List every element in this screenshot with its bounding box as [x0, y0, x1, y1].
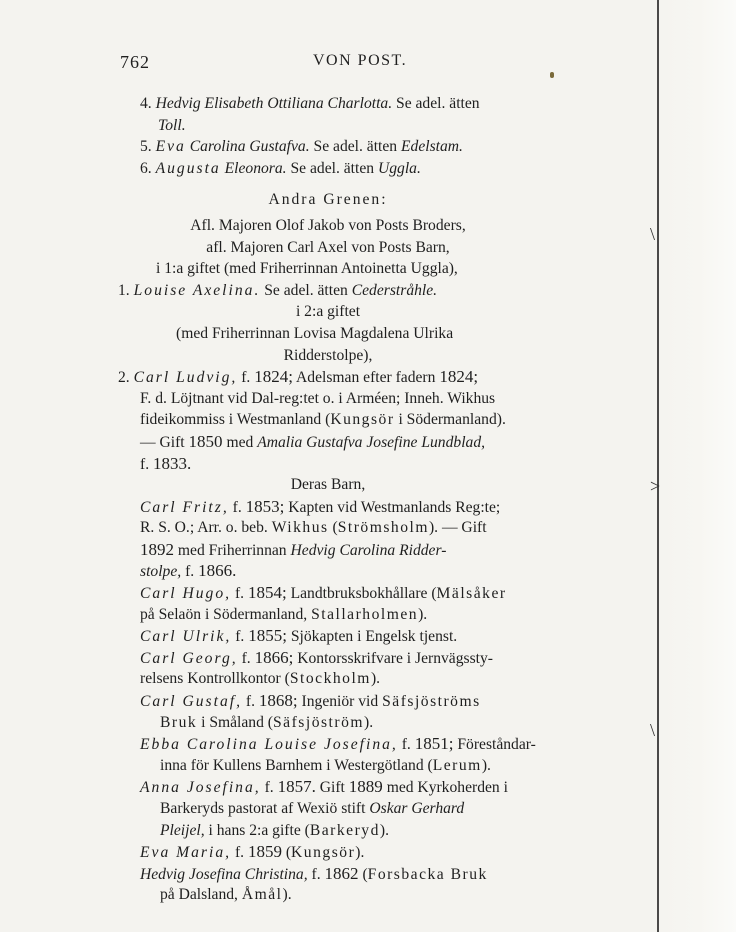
entry-6: 6. Augusta Eleonora. Se adel. ätten Uggla. [140, 159, 421, 177]
edge-mark: \ [650, 720, 656, 740]
entry-1: 1. Louise Axelina. Se adel. ätten Cederstråhle. [118, 281, 438, 299]
child-entry-line: på Dalsland, Åmål). [160, 886, 292, 904]
child-entry: Carl Hugo, f. 1854; Landtbruksbokhållare (Mälsåker [140, 583, 507, 603]
child-entry-line: Barkeryds pastorat af Wexiö stift Oskar Gerhard [160, 800, 465, 817]
branch-line: i 2:a giftet [295, 303, 361, 321]
branch-line: i 1:a giftet (med Friherrinnan Antoinetta Uggla), [156, 260, 458, 278]
entry-2-line: f. 1833. [140, 453, 192, 473]
branch-line: (med Friherrinnan Lovisa Magdalena Ulrika [176, 324, 454, 342]
child-entry: Carl Georg, f. 1866; Kontorsskrifvare i Jernvägssty- [140, 647, 493, 667]
child-entry-line: stolpe, f. 1866. [140, 561, 237, 581]
child-entry: Carl Ulrik, f. 1855; Sjökapten i Engelsk tjenst. [140, 626, 458, 646]
entry-2-line: fideikommiss i Westmanland (Kungsör i Södermanland). [140, 411, 506, 429]
child-entry-line: R. S. O.; Arr. o. beb. Wikhus (Strömsholm). — Gift [140, 519, 487, 537]
child-entry: Anna Josefina, f. 1857. Gift 1889 med Kyrkoherden i [140, 777, 508, 797]
entry-2: 2. Carl Ludvig, f. 1824; Adelsman efter fadern 1824; [118, 367, 479, 387]
entry-2-line: — Gift 1850 med Amalia Gustafva Josefine Lundblad, [140, 431, 486, 451]
child-entry-line: Bruk i Småland (Säfsjöström). [160, 713, 374, 731]
branch-line: Ridderstolpe), [283, 346, 373, 364]
child-entry-line: på Selaön i Södermanland, Stallarholmen). [140, 605, 428, 623]
child-entry-line: relsens Kontrollkontor (Stockholm). [140, 670, 381, 688]
running-title: VON POST. [313, 52, 408, 69]
child-entry-line: inna för Kullens Barnhem i Westergötland (Lerum). [160, 756, 491, 774]
entry-4-cont: Toll. [158, 116, 186, 134]
child-entry: Eva Maria, f. 1859 (Kungsör). [140, 842, 365, 862]
child-entry-line: Pleijel, i hans 2:a gifte (Barkeryd). [160, 821, 389, 839]
page-body [118, 93, 598, 906]
child-entry: Carl Fritz, f. 1853; Kapten vid Westmanlands Reg:te; [140, 496, 501, 516]
children-heading: Deras Barn, [290, 476, 366, 494]
child-entry: Hedvig Josefina Christina, f. 1862 (Forsbacka Bruk [140, 863, 488, 883]
child-entry: Ebba Carolina Louise Josefina, f. 1851; Föreståndar- [140, 734, 536, 754]
branch-line: Afl. Majoren Olof Jakob von Posts Broders, [190, 216, 466, 234]
entry-5: 5. Eva Carolina Gustafva. Se adel. ätten Edelstam. [140, 138, 463, 156]
child-entry-line: 1892 med Friherrinnan Hedvig Carolina Ridder- [140, 539, 447, 559]
page-number: 762 [120, 52, 150, 72]
page-header [120, 52, 590, 76]
branch-heading: Andra Grenen: [268, 191, 388, 209]
edge-mark: > [650, 476, 661, 496]
edge-mark: \ [650, 224, 656, 244]
entry-2-line: F. d. Löjtnant vid Dal-reg:tet o. i Arméen; Inneh. Wikhus [140, 389, 496, 407]
page-fold-line [657, 0, 659, 932]
entry-4: 4. Hedvig Elisabeth Ottiliana Charlotta. Se adel. ätten [140, 95, 480, 112]
child-entry: Carl Gustaf, f. 1868; Ingeniör vid Säfsjöströms [140, 691, 481, 711]
branch-line: afl. Majoren Carl Axel von Posts Barn, [206, 238, 450, 256]
